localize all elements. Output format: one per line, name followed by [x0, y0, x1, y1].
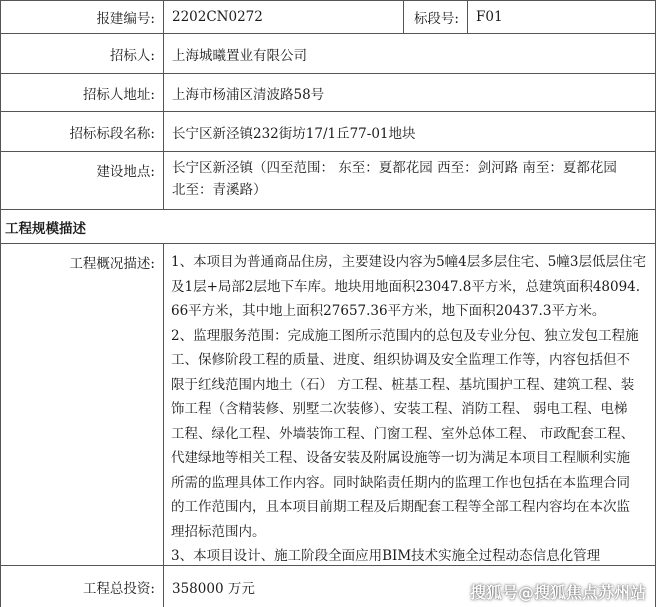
overview-line: 3、本项目设计、施工阶段全面应用BIM技术实施全过程动态信息化管理 — [171, 548, 601, 564]
row-address — [1, 74, 655, 112]
location-value — [163, 152, 655, 209]
bid-no-label: 报建编号: — [96, 11, 155, 27]
overview-line: 饰工程（含精装修、别墅二次装修）、安装工程、消防工程、 弱电工程、电梯 — [171, 401, 628, 417]
bid-no-value: 2202CN0272 — [163, 1, 403, 33]
location-line-2: 北至：青溪路） — [172, 182, 267, 198]
overview-line: 的工作范围内，且本项目前期工程及后期配套工程等全部工程内容均在本次监 — [171, 499, 630, 515]
overview-line: 66平方米，其中地上面积27657.36平方米，地下面积20437.3平方米。 — [171, 303, 606, 319]
section-name-value: 长宁区新泾镇232街坊17/1丘77-01地块 — [163, 112, 655, 151]
section-name-label: 招标标段名称: — [69, 125, 155, 142]
overview-text — [171, 250, 647, 569]
overview-line: 2、监理服务范围：完成施工图所示范围内的总包及专业分包、独立发包工程施 — [171, 327, 639, 344]
row-location — [1, 152, 655, 210]
overview-line: 代建绿地等相关工程、设备安装及附属设施等一切为满足本项目工程顺利实施 — [171, 450, 630, 466]
overview-line: 工、保修阶段工程的质量、进度、组织协调及安全监理工作等，内容包括但不 — [171, 352, 630, 368]
location-line-1: 长宁区新泾镇（四至范围： 东至：夏都花园 西至：剑河路 南至：夏都花园 — [172, 160, 617, 176]
location-label: 建设地点: — [96, 164, 155, 180]
address-value: 上海市杨浦区清波路58号 — [163, 74, 655, 111]
row-scale-heading — [1, 210, 655, 244]
tenderer-label: 招标人: — [109, 47, 155, 64]
overview-label: 工程概况描述: — [69, 256, 155, 272]
overview-line: 所需的监理具体工作内容。同时缺陷责任期内的监理工作也包括在本监理合同 — [171, 474, 630, 491]
address-label: 招标人地址: — [82, 86, 155, 103]
overview-line: 工程、绿化工程、外墙装饰工程、门窗工程、室外总体工程、 市政配套工程、 — [171, 425, 635, 442]
overview-line: 理招标范围内。 — [171, 523, 266, 540]
tenderer-value: 上海城曦置业有限公司 — [163, 34, 655, 73]
overview-line: 1、本项目为普通商品住房，主要建设内容为5幢4层多层住宅、5幢3层低层住宅 — [171, 254, 646, 270]
overview-line: 及1层+局部2层地下车库。地块用地面积23047.8平方米，总建筑面积48094. — [171, 278, 641, 295]
row-overview — [1, 244, 655, 566]
section-no-label: 标段号: — [403, 1, 467, 33]
row-bid-no — [1, 0, 655, 34]
investment-label: 工程总投资: — [82, 580, 155, 597]
investment-value: 358000 万元 — [163, 566, 655, 607]
section-no-value: F01 — [467, 1, 655, 33]
row-section-name — [1, 112, 655, 152]
watermark: 搜狐号@搜狐焦点苏州站 — [469, 583, 646, 602]
scale-heading: 工程规模描述 — [5, 220, 86, 237]
overview-line: 限于红线范围内地土（石） 方工程、桩基工程、基坑围护工程、建筑工程、装 — [171, 376, 635, 393]
row-tenderer — [1, 34, 655, 74]
